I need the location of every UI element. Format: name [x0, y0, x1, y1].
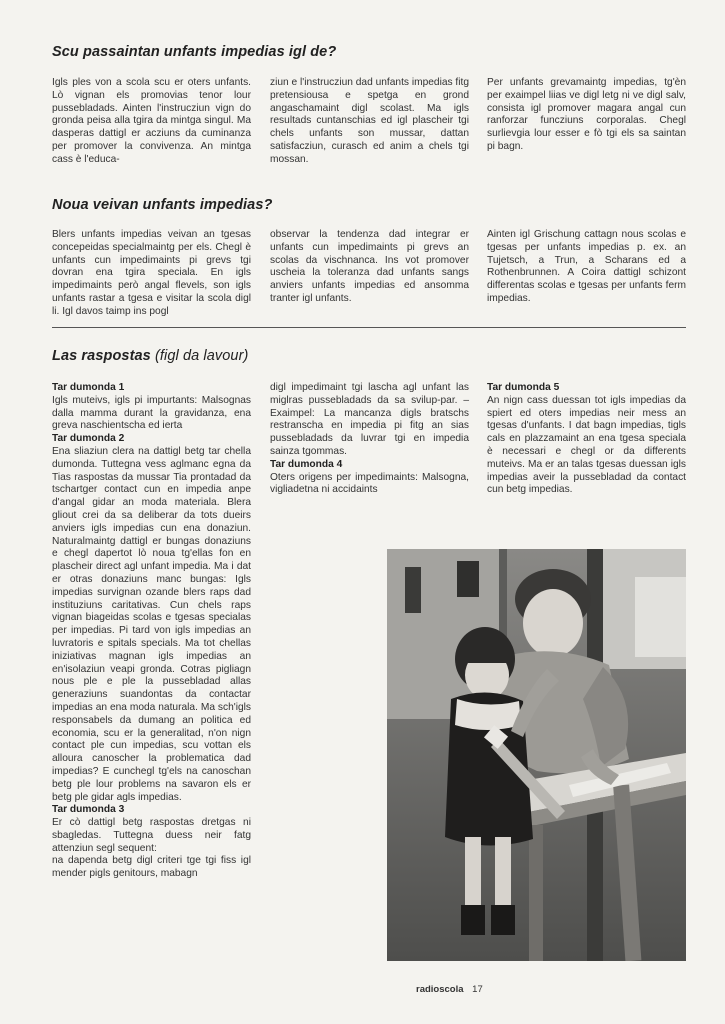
- section-divider: [52, 327, 686, 328]
- section2-col3: [487, 229, 686, 306]
- section1-col1: [52, 77, 251, 167]
- section2-col2: [270, 229, 469, 306]
- section1-col1-text: Igls ples von a scola scu er oters unfants. Lò vignan els promovias tenor lour pussebladads. Ainten l'instrucziun vign do gronda peisa alla tgira da mintga singul. Ma dasperas dattigl er acziuns da cuminanza per promover la convivenza. An mintga cass è l'educa-: [52, 77, 251, 165]
- workshop-photo-illustration: [387, 549, 686, 961]
- footer-brand: radioscola: [416, 984, 464, 995]
- section3-title: Las raspostas: [52, 348, 151, 364]
- q5-label: Tar dumonda 5: [487, 382, 560, 393]
- q4-text: Oters origens per impedimaints: Malsogna, vigliadetna ni accidaints: [270, 471, 469, 496]
- q3-label: Tar dumonda 3: [52, 804, 125, 816]
- section2-col2-text: observar la tendenza dad integrar er unfants cun impedimaints pi grevs an scolas da vischnanca. Ins vot promover uscheia la toleranza dad unfants sangs anviers unfants impedias ed ansomma tranter igl unfants.: [270, 229, 469, 304]
- section2-heading: Noua veivan unfants impedias?: [52, 197, 273, 213]
- section1-col2-text: ziun e l'instrucziun dad unfants impedias fitg pretensiousa e spetga en grond angaschamaint digl scolast. Ma igls resultads cuntanschias ed igl plascheir tgi chels unfants son mussar, dattan satisfacziun, curasch ed anim a chels tgi mossan.: [270, 77, 470, 165]
- q1-label: Tar dumonda 1: [52, 382, 125, 393]
- q2-text: Ena sliaziun clera na dattigl betg tar chella dumonda. Tuttegna vess aglmanc egna da Tias raspostas da mussar Tia prontadad da tschartger contact cun en impedia anpe d'angal gidar an moda materiala. Blera gliout crei da sa deliberar da tots dueirs anviers igls impedias cun ena donaziun. Naturalmaintg dattigl er bungas donaziuns e chegl dapertot lò noua tg'ellas fon en plascheir direct agl unfant impedia. Ma i dat er otras donaziuns manc bungas: Igls impedias survignan ozande blers raps dad instituziuns caritativas. Cun chels raps vignan biageidas scolas e tgesas specialas per impedias. Pi tard von igls impedias an luvratoris e spitals specials. Ma tot chellas iniziativas magnan igls impedias an en'isolaziun veapi gronda. Cotras pigliagn nous ple e ple la pussebladad allas generaziuns suandontas da contactar impedias an ena moda naturala. Ma sch'igls responsabels da dumang an politica ed economia, scu er la generalitad, n'on nign contact ple cun impedias, scu vottan els alloura canoscher la problematica dad impedias? E cunchegl tg'els na canoschan betg ple lour problems na savaron els er betg ple gidar agls impedias.: [52, 445, 251, 803]
- section1-heading: Scu passaintan unfants impedias igl de?: [52, 44, 337, 60]
- section2-col3-text: Ainten igl Grischung cattagn nous scolas e tgesas per unfants impedias p. ex. an Tujetsch, a Trun, a Scharans ed a Rothenbrunnen. A Coira dattigl schizont differentas scolas e tgesas per unfants ferm impedias.: [487, 229, 686, 304]
- footer-page-number: 17: [472, 984, 483, 995]
- section1-col2: [270, 77, 469, 167]
- q3-text-b: na dapenda betg digl criteri tge tgi fiss igl mender pigls genitours, mabagn: [52, 855, 251, 880]
- section1-col3-text: Per unfants grevamaintg impedias, tg'èn per exaimpel liias ve digl letg ni ve digl salv, consista igl promover magara angal cun ranforzar funcziuns corporalas. Chegl surlievgia lour esser e fò tgi els sa saintan pi bagn.: [487, 77, 686, 152]
- section2-col1: [52, 229, 251, 319]
- section1-col3: [487, 77, 686, 154]
- q1-text: Igls muteivs, igls pi impurtants: Malsognas dalla mamma durant la gravidanza, ena greva naschientscha ed ierta: [52, 394, 251, 432]
- q2-label: Tar dumonda 2: [52, 433, 125, 445]
- section3-heading: [52, 348, 248, 364]
- section3-subtitle: (figl da lavour): [154, 348, 249, 364]
- q5-text: An nign cass duessan tot igls impedias da spiert ed oters impedias neir mess an tgesas d'unfants. I dat bagn impedias, tigls cals en plazzamaint an ena tgesa speciala è necessari e chegl or da differents muteivs. Ma er an talas tgesas duessan igls impedias aveir la pussebladad da contact cun betg impedias.: [487, 394, 686, 496]
- answers-col1: [52, 382, 251, 881]
- workshop-photo: [387, 549, 686, 961]
- answers-col2: [270, 382, 469, 497]
- q4-label: Tar dumonda 4: [270, 458, 343, 470]
- section2-col1-text: Blers unfants impedias veivan an tgesas concepeidas specialmaintg per els. Chegl è unfants cun impedimaints pi grevs tgi dovran ena tgira speciala. En igls impedimaints però angal flevels, son igls unfants rastar a tgesa e visitar la scola digl li. Igl davos taimp ins pogl: [52, 229, 251, 317]
- q3-continued: digl impedimaint tgi lascha agl unfant las miglras pussebladads da sa svilup-par. – Exaimpel: La mancanza digls bratschs restranscha en impedia pi fitg an sias pussebladads da luvrar tgi en impedia sainza tgommas.: [270, 382, 469, 457]
- answers-col3: [487, 382, 686, 497]
- footer: [416, 984, 483, 995]
- q3-text-a: Er cò dattigl betg raspostas dretgas ni sbagledas. Tuttegna duess neir fatg attenziun segl sequent:: [52, 817, 251, 854]
